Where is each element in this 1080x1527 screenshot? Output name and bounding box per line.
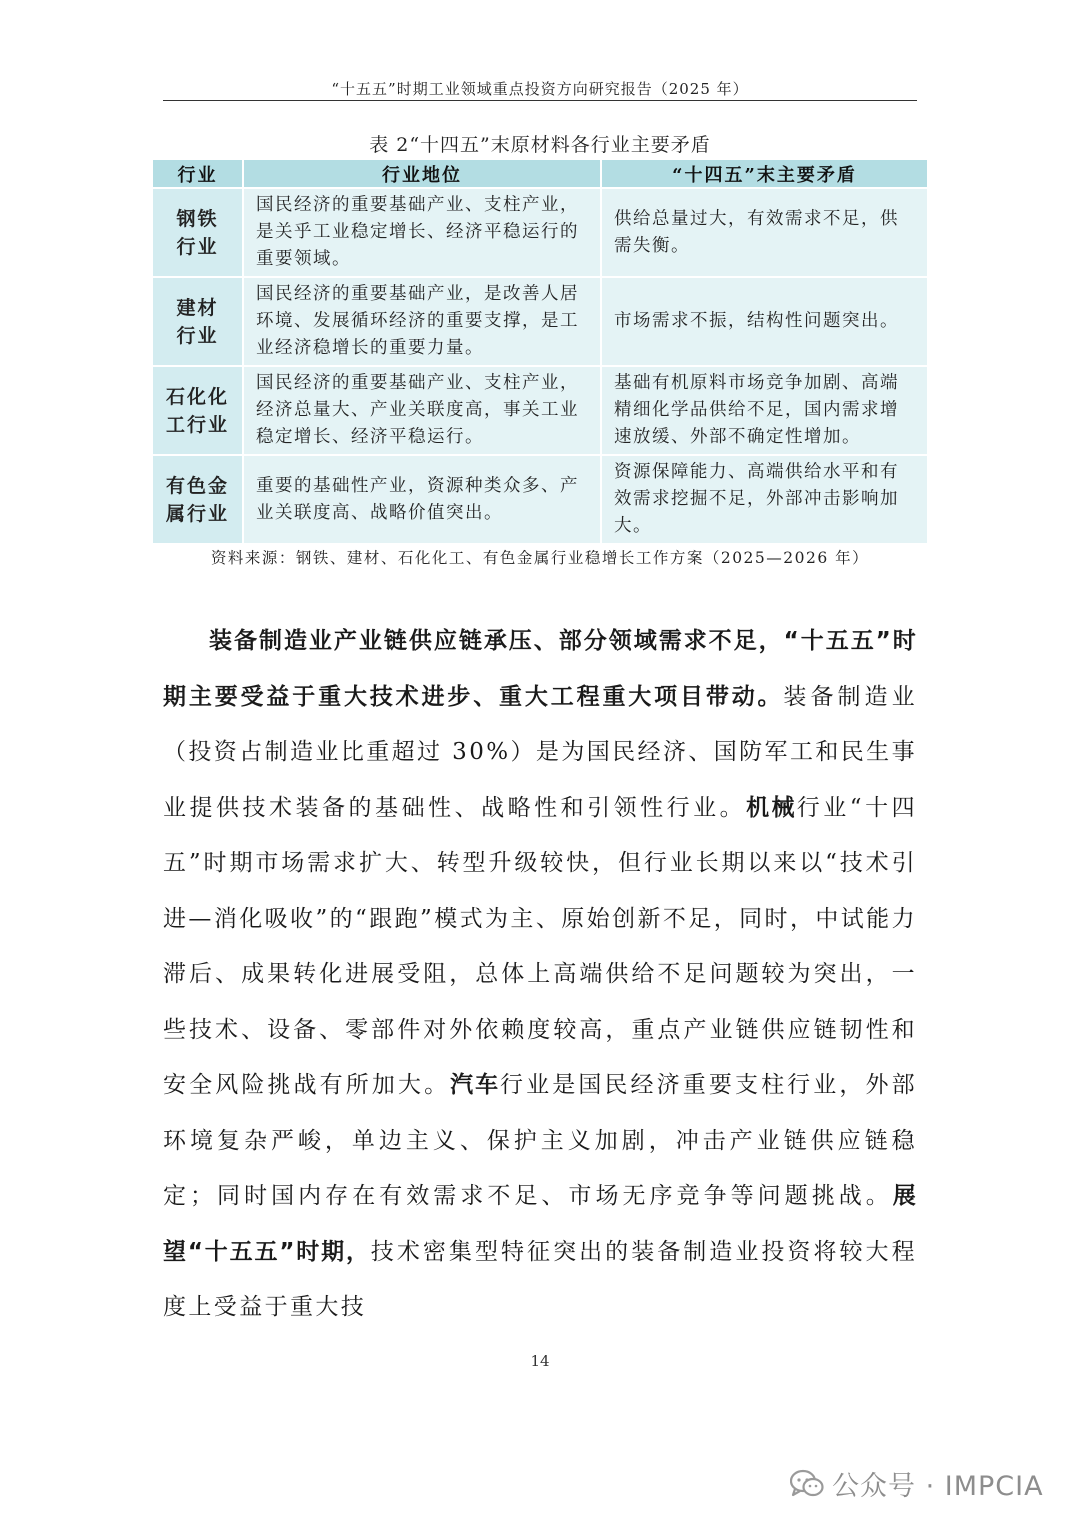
- paragraph-text: 行业是国民经济重要支柱行业，外部环境复杂严峻，单边主义、保护主义加剧，冲击产业链供应链稳定；同时国内存在有效需求不足、市场无序竞争等问题挑战。: [163, 1072, 917, 1209]
- industry-name-line: 行业: [176, 324, 219, 347]
- watermark: [790, 1463, 1044, 1503]
- table-header-row: [153, 160, 927, 188]
- industry-name-line: 有色金: [165, 474, 229, 497]
- industry-cell: [153, 455, 243, 544]
- table-caption: 表 2“十四五”末原材料各行业主要矛盾: [369, 134, 711, 156]
- industry-name-line: 建材: [176, 296, 219, 319]
- paragraph-text: 装备制造业（投资占制造业比重超过 30%）是为国民经济、国防军工和民生事业提供技术装备的基础性、战略性和引领性行业。: [163, 683, 917, 821]
- table-row: [153, 188, 927, 277]
- paragraph-text: 行业“十四五”时期市场需求扩大、转型升级较快，但行业长期以来以“技术引进—消化吸收”的“跟跑”模式为主、原始创新不足，同时，中试能力滞后、成果转化进展受阻，总体上高端供给不足问题较为突出，一些技术、设备、零部件对外依赖度较高，重点产业链供应链韧性和安全风险挑战有所加大。: [163, 794, 917, 1098]
- industry-name-line: 钢铁: [176, 207, 219, 230]
- status-cell: 国民经济的重要基础产业，是改善人居环境、发展循环经济的重要支撑，是工业经济稳增长的重要力量。: [243, 277, 601, 366]
- conflict-table: [153, 160, 927, 545]
- industry-name-line: 属行业: [165, 502, 229, 525]
- table-row: [153, 366, 927, 455]
- bold-keyword-automotive: 汽车: [450, 1072, 500, 1098]
- column-header-status: 行业地位: [243, 160, 601, 188]
- wechat-icon: [790, 1469, 822, 1497]
- running-header: “十五五”时期工业领域重点投资方向研究报告（2025 年）: [331, 80, 749, 98]
- industry-cell: [153, 188, 243, 277]
- page-number: 14: [530, 1352, 550, 1370]
- table-source-note: 资料来源：钢铁、建材、石化化工、有色金属行业稳增长工作方案（2025—2026 年）: [210, 549, 870, 567]
- conflict-cell: 基础有机原料市场竞争加剧、高端精细化学品供给不足，国内需求增速放缓、外部不确定性增加。: [601, 366, 927, 455]
- conflict-cell: 供给总量过大，有效需求不足，供需失衡。: [601, 188, 927, 277]
- status-cell: 国民经济的重要基础产业、支柱产业，是关乎工业稳定增长、经济平稳运行的重要领域。: [243, 188, 601, 277]
- conflict-cell: 市场需求不振，结构性问题突出。: [601, 277, 927, 366]
- industry-name-line: 工行业: [165, 413, 229, 436]
- industry-name-line: 行业: [176, 235, 219, 258]
- body-paragraph: [163, 614, 917, 1336]
- conflict-cell: 资源保障能力、高端供给水平和有效需求挖掘不足，外部冲击影响加大。: [601, 455, 927, 544]
- status-cell: 国民经济的重要基础产业、支柱产业，经济总量大、产业关联度高，事关工业稳定增长、经济平稳运行。: [243, 366, 601, 455]
- header-rule: [163, 100, 917, 101]
- industry-cell: [153, 277, 243, 366]
- column-header-conflict: “十四五”末主要矛盾: [601, 160, 927, 188]
- industry-name-line: 石化化: [165, 385, 229, 408]
- table-row: [153, 455, 927, 544]
- watermark-text: 公众号 · IMPCIA: [832, 1470, 1044, 1502]
- paragraph-text: 技术密集型特征突出的装备制造业投资将较大程度上受益于重大技: [163, 1238, 917, 1320]
- bold-lead-sentence: 装备制造业产业链供应链承压、部分领域需求不足，“十五五”时期主要受益于重大技术进步、重大工程重大项目带动。: [163, 628, 917, 710]
- status-cell: 重要的基础性产业，资源种类众多、产业关联度高、战略价值突出。: [243, 455, 601, 544]
- bold-keyword-machinery: 机械: [746, 794, 797, 821]
- table-row: [153, 277, 927, 366]
- bold-outlook-phrase: 展望“十五五”时期，: [163, 1183, 917, 1265]
- column-header-industry: 行业: [153, 160, 243, 188]
- industry-cell: [153, 366, 243, 455]
